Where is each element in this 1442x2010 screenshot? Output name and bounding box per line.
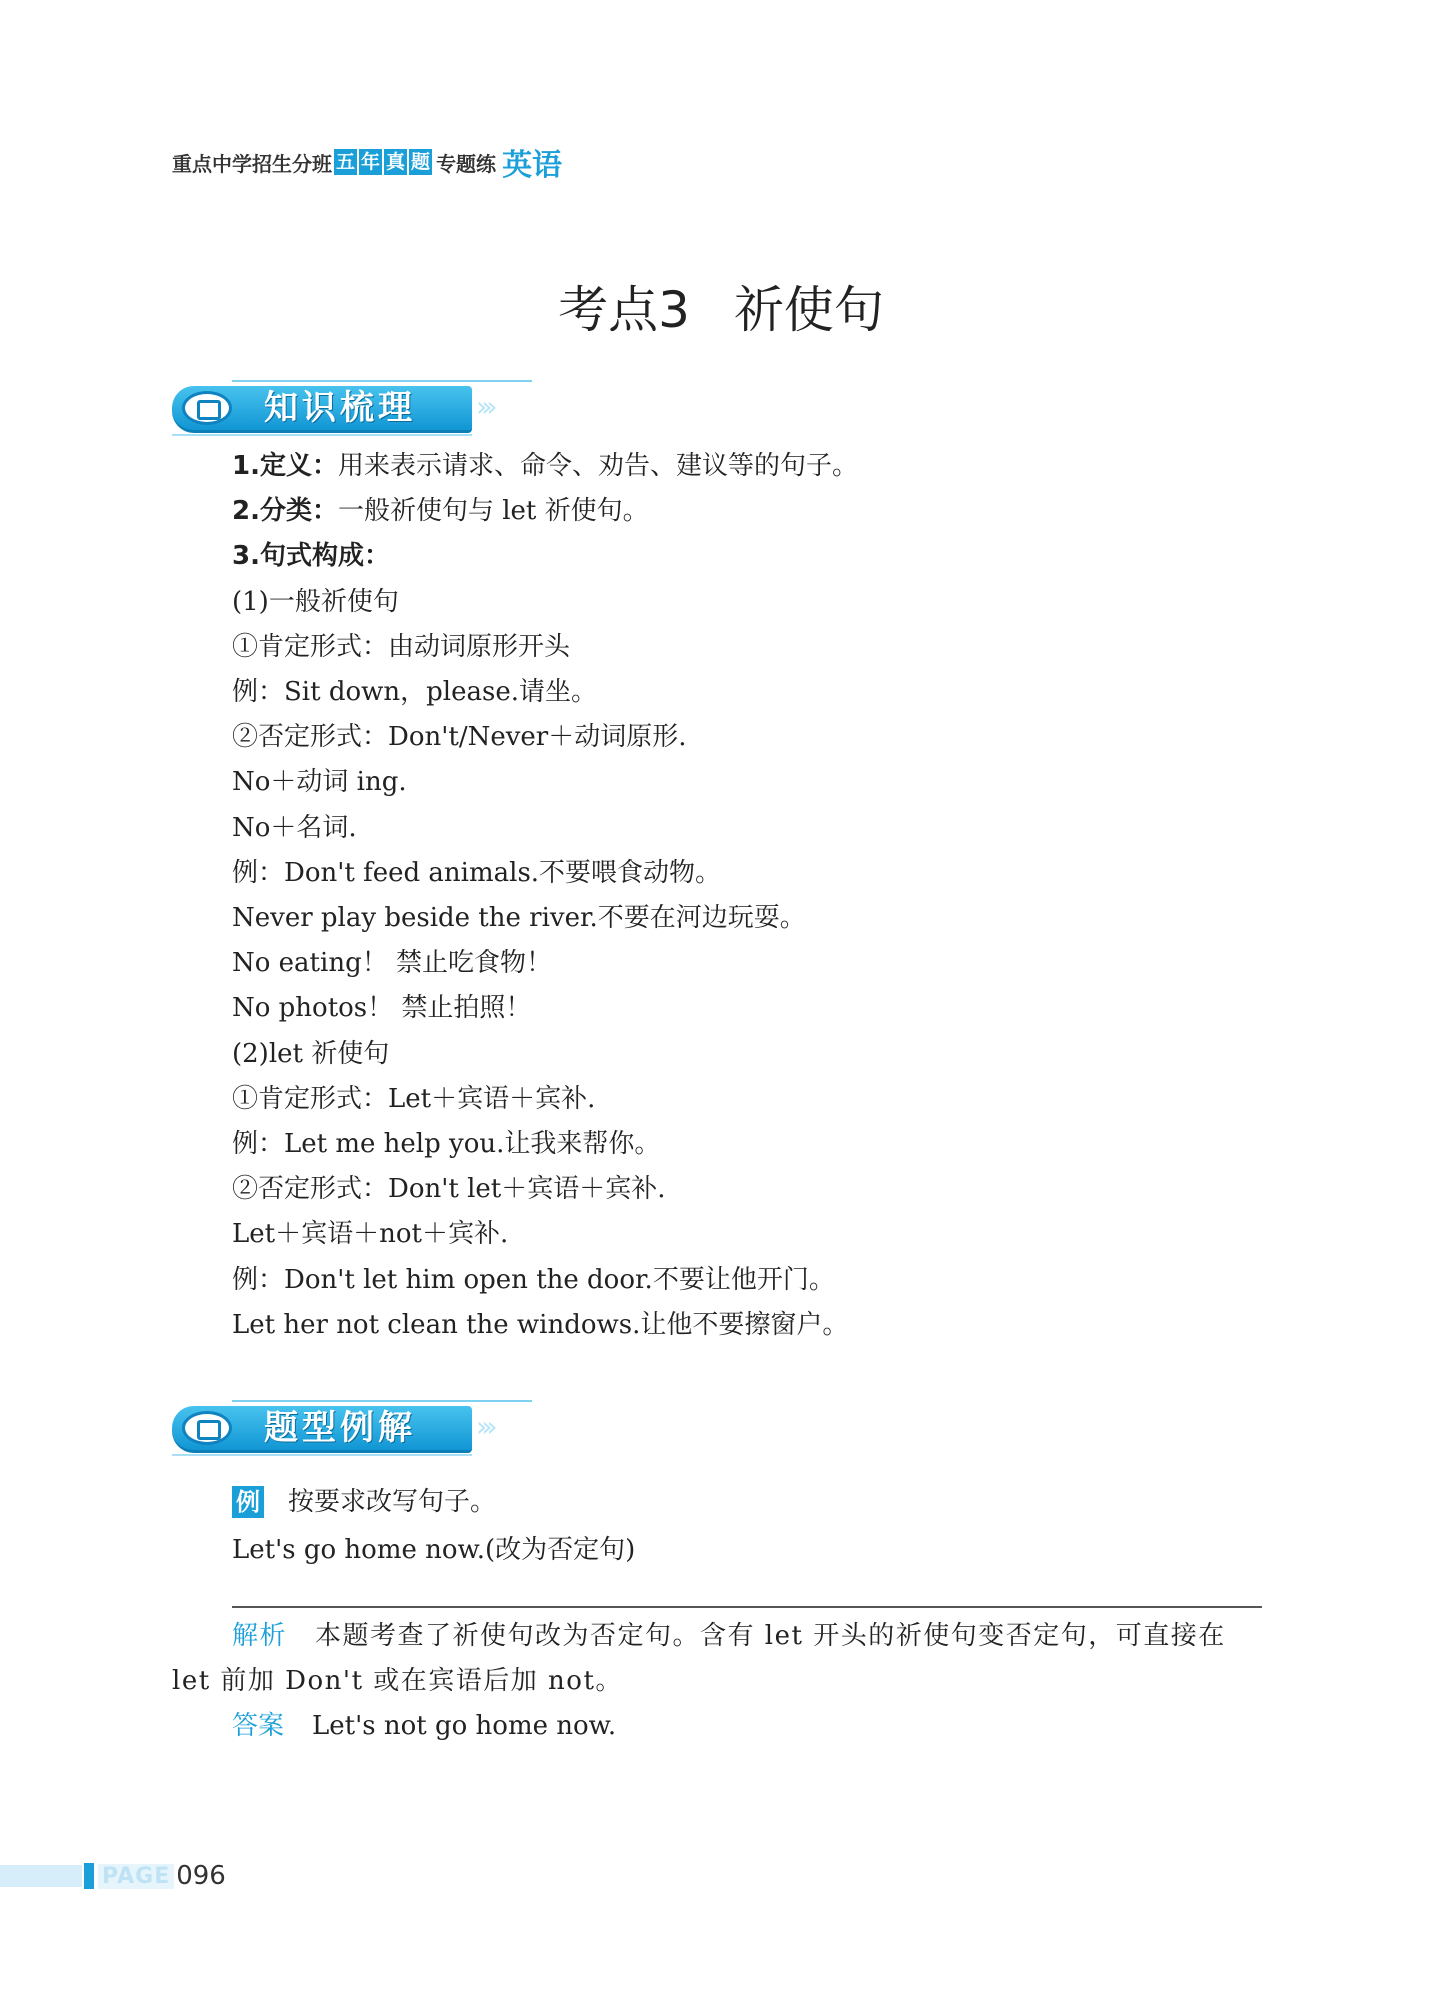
- knowledge-line: ①肯定形式：由动词原形开头: [232, 631, 571, 662]
- example-block: [232, 1478, 1262, 1574]
- banner-label: 知识梳理: [264, 388, 416, 428]
- analysis-label: 解析: [232, 1621, 288, 1651]
- answer-label: 答案: [232, 1711, 285, 1741]
- knowledge-line: 例：Sit down，please.请坐。: [232, 677, 597, 708]
- page-title: [0, 270, 1442, 342]
- knowledge-line: Let her not clean the windows.让他不要擦窗户。: [232, 1309, 849, 1340]
- banner-bottom-line: [172, 1454, 472, 1456]
- book-icon: [182, 391, 232, 425]
- page-number: 096: [176, 1861, 226, 1891]
- knowledge-line: 例：Let me help you.让我来帮你。: [232, 1129, 661, 1160]
- banner-bottom-line: [172, 434, 472, 436]
- analysis-block: [172, 1614, 1262, 1749]
- arrows-icon: ›››: [476, 390, 492, 423]
- header-suffix: 专题练: [436, 151, 497, 176]
- knowledge-line: 3.句式构成：: [232, 541, 390, 572]
- knowledge-line: (1)一般祈使句: [232, 586, 399, 617]
- header-box: 真: [386, 151, 406, 173]
- example-tag: 例: [232, 1486, 264, 1518]
- answer-line: [172, 1704, 1262, 1749]
- divider: [232, 1606, 1262, 1608]
- knowledge-line: Let＋宾语＋not＋宾补.: [232, 1219, 509, 1250]
- section-banner-examples: [172, 1398, 552, 1458]
- banner-top-line: [232, 1400, 532, 1402]
- knowledge-line: No photos！ 禁止拍照！: [232, 993, 532, 1024]
- header-box: 题: [411, 151, 431, 173]
- footer-strip: [0, 1865, 82, 1887]
- footer-mark: [84, 1863, 94, 1889]
- knowledge-line: 例：Don't feed animals.不要喂食动物。: [232, 857, 722, 888]
- arrows-icon: ›››: [476, 1410, 492, 1443]
- analysis-text-continued: let 前加 Don't 或在宾语后加 not。: [172, 1666, 623, 1696]
- page-word: PAGE: [98, 1864, 174, 1889]
- analysis-line: [172, 1614, 1262, 1659]
- knowledge-line: Never play beside the river.不要在河边玩耍。: [232, 903, 806, 934]
- header-box: 五: [336, 151, 356, 173]
- analysis-text: 本题考查了祈使句改为否定句。含有 let 开头的祈使句变否定句，可直接在: [315, 1621, 1226, 1651]
- knowledge-line: ②否定形式：Don't/Never＋动词原形.: [232, 722, 687, 753]
- example-sentence: Let's go home now.(改为否定句): [232, 1535, 636, 1565]
- knowledge-line: No eating！ 禁止吃食物！: [232, 948, 552, 979]
- header-boxes: [334, 149, 434, 175]
- title-part2: 祈使句: [733, 281, 884, 339]
- book-icon: [182, 1411, 232, 1445]
- section-banner-knowledge: [172, 378, 552, 438]
- header-box: 年: [361, 151, 381, 173]
- header-subject: 英语: [502, 148, 563, 183]
- knowledge-line: ②否定形式：Don't let＋宾语＋宾补.: [232, 1174, 666, 1205]
- title-part1: 考点3: [558, 281, 690, 339]
- knowledge-line: 例：Don't let him open the door.不要让他开门。: [232, 1264, 835, 1295]
- knowledge-line: 1.定义：用来表示请求、命令、劝告、建议等的句子。: [232, 451, 858, 481]
- knowledge-line: No＋名词.: [232, 812, 357, 843]
- knowledge-line: No＋动词 ing.: [232, 767, 407, 798]
- answer-text: Let's not go home now.: [312, 1711, 617, 1741]
- book-header: [172, 142, 562, 182]
- header-prefix: 重点中学招生分班: [172, 151, 332, 176]
- banner-label: 题型例解: [264, 1408, 416, 1448]
- knowledge-line: 2.分类：一般祈使句与 let 祈使句。: [232, 496, 649, 527]
- knowledge-line: ①肯定形式：Let＋宾语＋宾补.: [232, 1083, 596, 1114]
- example-instruction: 按要求改写句子。: [288, 1487, 497, 1517]
- banner-top-line: [232, 380, 532, 382]
- knowledge-content: [232, 444, 1262, 1348]
- knowledge-line: (2)let 祈使句: [232, 1038, 390, 1069]
- page-footer: [0, 1862, 226, 1890]
- example-instruction-line: [232, 1478, 1262, 1526]
